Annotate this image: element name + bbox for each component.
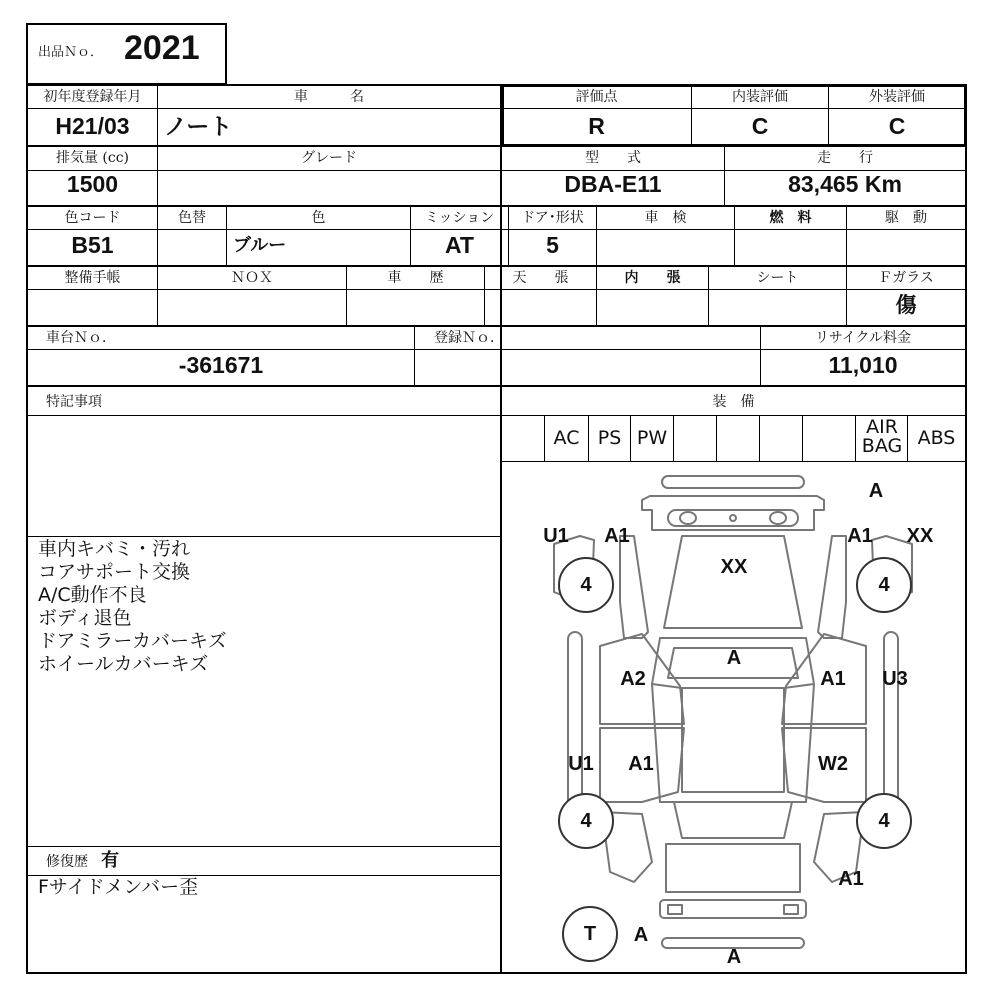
note-line: 車内キバミ・汚れ: [38, 538, 191, 560]
mark-right-side: U3: [882, 668, 908, 690]
maintenance-label: 整備手帳: [64, 270, 121, 286]
mark-left-front-door: A2: [620, 668, 646, 690]
color-label: 色: [311, 210, 326, 226]
history-label: 車 歴: [387, 270, 444, 286]
model-label: 型 式: [585, 150, 641, 166]
mileage-label: 走 行: [817, 150, 873, 166]
equipment-cell: [502, 416, 544, 460]
chassis-label: 車台Ｎｏ．: [46, 330, 116, 346]
interior-trim-value: [597, 287, 708, 327]
nox-label: ＮＯＸ: [231, 270, 273, 286]
model-value: DBA-E11: [564, 171, 662, 197]
roof-label: 天 張: [512, 270, 569, 286]
recycle-label: リサイクル料金: [814, 330, 912, 346]
mark-front-right-a: A1: [847, 525, 873, 547]
note-line: コアサポート交換: [38, 561, 191, 583]
glass-value: 傷: [895, 293, 917, 317]
name-value: ノート: [164, 113, 233, 139]
repair-detail: Fサイドメンバー歪: [38, 876, 199, 898]
year-label: 初年度登録年月: [43, 89, 142, 105]
nox-value: [158, 287, 346, 327]
mark-front-bumper: A: [868, 480, 884, 502]
drive-value: [847, 225, 965, 265]
exterior-label: 外装評価: [869, 89, 925, 105]
maintenance-value: [28, 287, 157, 327]
interior-value: C: [751, 113, 769, 139]
note-line: ボディ退色: [38, 607, 132, 629]
tire-rear-right: 4: [856, 793, 912, 849]
equipment-cell: [760, 416, 802, 460]
mark-right-rear: W2: [818, 753, 848, 775]
equipment-ac: AC: [553, 427, 580, 449]
drive-label: 駆 動: [885, 210, 927, 226]
repaint-value: [158, 225, 226, 265]
registration-value: [415, 345, 760, 385]
displacement-value: 1500: [66, 171, 119, 197]
interior-label: 内装評価: [732, 89, 788, 105]
note-line: ドアミラーカバーキズ: [38, 630, 227, 652]
mileage-value: 83,465 Km: [788, 171, 902, 197]
recycle-value: 11,010: [828, 352, 898, 378]
tire-spare: T: [562, 906, 618, 962]
mission-value: AT: [445, 232, 474, 258]
repair-row: [46, 849, 119, 873]
mark-rear-left: A: [633, 924, 649, 946]
mark-hood: XX: [720, 556, 748, 578]
fuel-value: [735, 225, 846, 265]
mark-rear-bumper: A: [726, 946, 742, 968]
repair-value: 有: [101, 850, 120, 871]
mark-left-rear-u: U1: [568, 753, 594, 775]
equipment-cell: [717, 416, 759, 460]
mark-left-rear-a: A1: [628, 753, 654, 775]
chassis-value: -361671: [178, 352, 264, 378]
color-value: ブルー: [233, 235, 287, 255]
lot-box: [26, 23, 227, 85]
grade-value: [158, 164, 500, 204]
equipment-abs: ABS: [917, 427, 956, 449]
lot-label: 出品Ｎｏ．: [38, 45, 104, 60]
registration-label: 登録Ｎｏ．: [434, 330, 504, 346]
repaint-label: 色替: [178, 210, 206, 226]
tire-front-left: 4: [558, 557, 614, 613]
displacement-label: 排気量 (cc): [55, 150, 130, 166]
history-value: [347, 287, 484, 327]
door-label: ドア･形状: [521, 210, 584, 226]
equipment-airbag: AIR BAG: [861, 416, 903, 457]
color-code-label: 色コード: [64, 210, 121, 226]
seat-label: シート: [756, 270, 799, 286]
notes-list: [38, 538, 227, 676]
mark-front-right-xx: XX: [906, 525, 934, 547]
notes-label: 特記事項: [46, 394, 102, 410]
equipment-label: 装 備: [712, 394, 755, 410]
mark-windshield: A: [726, 647, 742, 669]
equipment-cell: [674, 416, 716, 460]
color-code-value: B51: [71, 232, 114, 258]
mark-front-left-u: U1: [543, 525, 569, 547]
repair-label: 修復歴: [46, 854, 88, 870]
equipment-cell: [803, 416, 855, 460]
score-label: 評価点: [575, 89, 618, 105]
equipment-ps: PS: [597, 427, 622, 449]
lot-number: 2021: [124, 29, 200, 67]
mark-right-front-door: A1: [820, 668, 846, 690]
tire-rear-left: 4: [558, 793, 614, 849]
inspection-label: 車 検: [644, 210, 687, 226]
roof-value: [485, 287, 596, 327]
interior-trim-label: 内 張: [624, 270, 681, 286]
mark-front-left-a: A1: [604, 525, 630, 547]
fuel-label: 燃 料: [769, 210, 812, 226]
year-value: H21/03: [55, 113, 130, 139]
mission-label: ミッション: [424, 210, 495, 226]
score-value: R: [588, 113, 605, 139]
note-line: ホイールカバーキズ: [38, 653, 209, 675]
mark-rear-right: A1: [838, 868, 864, 890]
name-label: 車 名: [294, 89, 364, 105]
grade-label: グレード: [301, 150, 357, 166]
tire-front-right: 4: [856, 557, 912, 613]
inspection-value: [597, 225, 734, 265]
exterior-value: C: [888, 113, 906, 139]
door-value: 5: [546, 232, 559, 258]
equipment-pw: PW: [636, 427, 668, 449]
seat-value: [709, 287, 846, 327]
glass-label: Ｆガラス: [878, 270, 934, 286]
note-line: A/C動作不良: [38, 584, 147, 606]
